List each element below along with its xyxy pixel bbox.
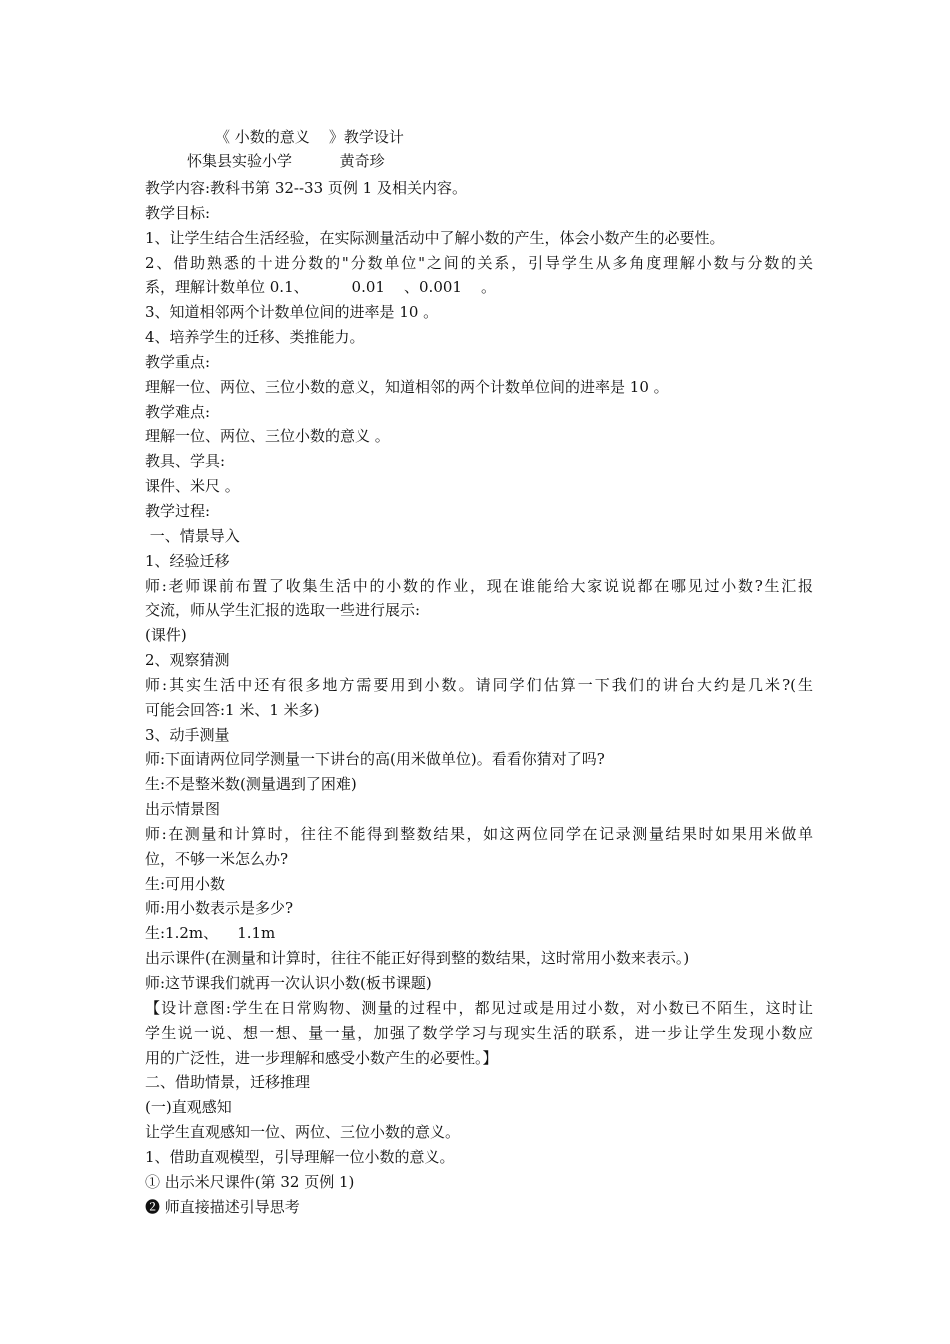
text-line: 用的广泛性，进一步理解和感受小数产生的必要性。】 [145,1048,498,1067]
text-line: 4、培养学生的迁移、类推能力。 [145,328,365,347]
text-line: (课件) [145,626,187,645]
document-author: 怀集县实验小学 黄奇珍 [187,152,385,170]
text-line: 【设计意图:学生在日常购物、测量的过程中，都见过或是用过小数，对小数已不陌生，这时让 [145,998,813,1017]
text-line: 生:可用小数 [145,874,226,893]
text-line: 师:在测量和计算时，往往不能得到整数结果，如这两位同学在记录测量结果时如果用米做单 [145,824,813,843]
text-line: 1、让学生结合生活经验，在实际测量活动中了解小数的产生，体会小数产生的必要性。 [145,228,725,247]
text-line: 课件、米尺 。 [145,477,240,496]
text-line: 生:不是整米数(测量遇到了困难) [145,775,357,794]
text-line: 教学难点: [145,402,211,421]
text-line: 3、知道相邻两个计数单位间的进率是 10 。 [145,303,439,322]
text-line: 教学重点: [145,352,211,371]
text-line: 让学生直观感知一位、两位、三位小数的意义。 [145,1123,461,1142]
text-line: 生:1.2m、 1.1m [145,924,276,943]
text-line: 1、经验迁移 [145,551,230,570]
text-line: 一、情景导入 [145,526,240,545]
text-line: 教学过程: [145,501,211,520]
text-line: 师:用小数表示是多少? [145,899,294,918]
text-line: 3、动手测量 [145,725,230,744]
text-line: 教学内容:教科书第 32--33 页例 1 及相关内容。 [145,179,467,197]
text-line: 可能会回答:1 米、1 米多) [145,700,320,719]
text-line: 教学目标: [145,203,211,222]
text-line: 师:其实生活中还有很多地方需要用到小数。请同学们估算一下我们的讲台大约是几米?(生 [145,675,813,694]
text-line: ① 出示米尺课件(第 32 页例 1) [145,1172,355,1191]
text-line: 师:这节课我们就再一次认识小数(板书课题) [145,974,432,992]
text-line: 位，不够一米怎么办? [145,849,289,868]
text-line: ❷ 师直接描述引导思考 [145,1197,300,1216]
text-line: 交流，师从学生汇报的选取一些进行展示: [145,601,421,620]
text-line: 理解一位、两位、三位小数的意义 。 [145,427,390,446]
document-title: 《 小数的意义 》教学设计 [215,128,404,146]
text-line: 学生说一说、想一想、量一量，加强了数学学习与现实生活的联系，进一步让学生发现小数应 [145,1023,813,1042]
text-line: 师:老师课前布置了收集生活中的小数的作业，现在谁能给大家说说都在哪见过小数?生汇报 [145,576,813,595]
text-line: 师:下面请两位同学测量一下讲台的高(用米做单位)。看看你猜对了吗? [145,750,605,769]
text-line: 系，理解计数单位 0.1、 0.01 、0.001 。 [145,278,497,297]
text-line: 二、借助情景，迁移推理 [145,1073,311,1092]
text-line: 理解一位、两位、三位小数的意义，知道相邻的两个计数单位间的进率是 10 。 [145,377,669,396]
text-line: 出示课件(在测量和计算时，往往不能正好得到整的数结果，这时常用小数来表示。) [145,949,690,968]
text-line: 1、借助直观模型，引导理解一位小数的意义。 [145,1147,455,1166]
document-body [145,176,813,1219]
text-line: 出示情景图 [145,800,221,819]
text-line: 2、借助熟悉的十进分数的"分数单位"之间的关系，引导学生从多角度理解小数与分数的关 [145,253,813,272]
text-line: 2、观察猜测 [145,651,230,670]
text-line: 教具、学具: [145,452,226,471]
text-line: (一)直观感知 [145,1098,232,1117]
